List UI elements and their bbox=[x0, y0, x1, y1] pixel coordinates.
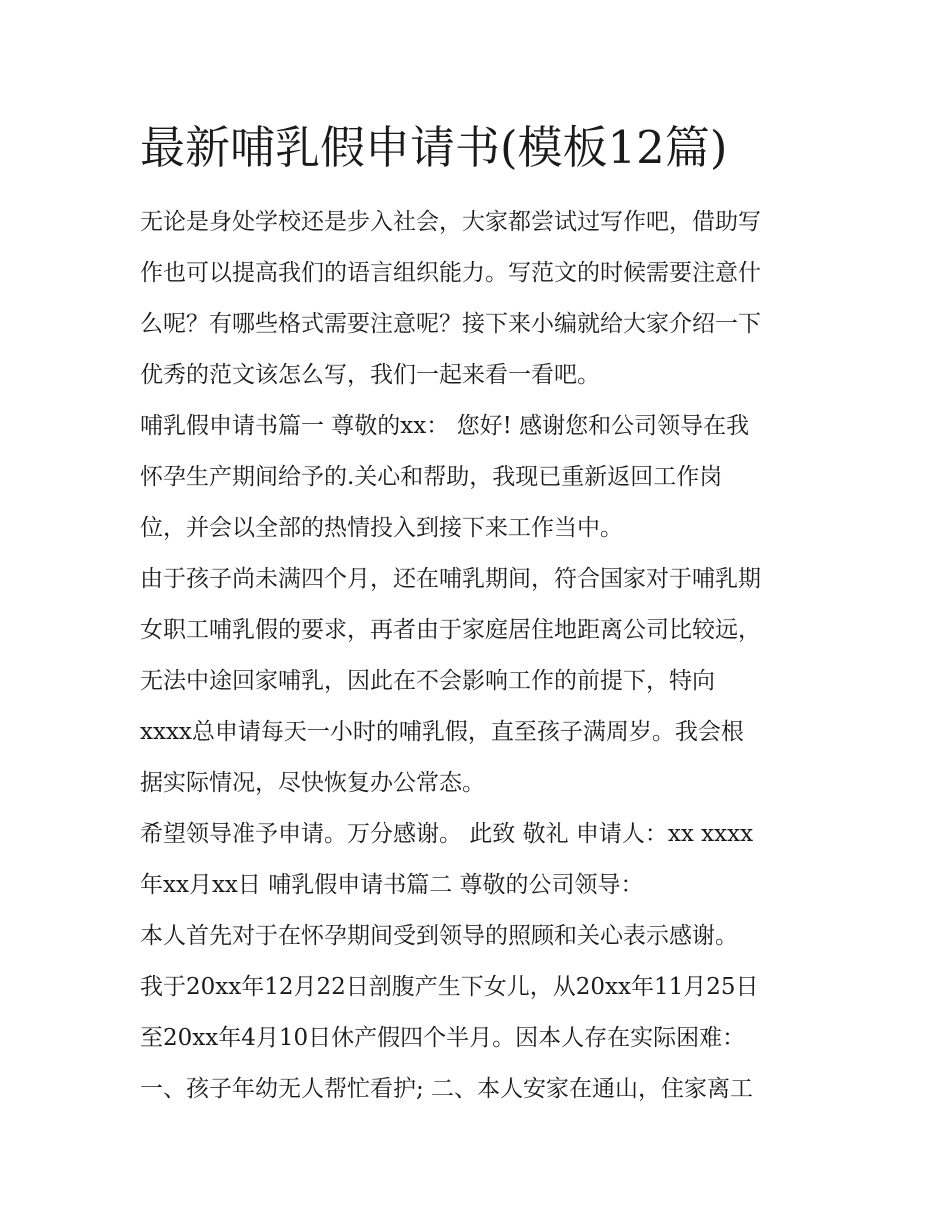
document-title: 最新哺乳假申请书(模板12篇) bbox=[140, 121, 728, 174]
paragraph-line: 么呢？有哪些格式需要注意呢？接下来小编就给大家介绍一下 bbox=[140, 311, 761, 337]
paragraph-line: 我于20xx年12月22日剖腹产生下女儿，从20xx年11月25日 bbox=[140, 974, 759, 1000]
paragraph-line: 本人首先对于在怀孕期间受到领导的照顾和关心表示感谢。 bbox=[140, 923, 738, 949]
paragraph-line: 无论是身处学校还是步入社会，大家都尝试过写作吧，借助写 bbox=[140, 209, 761, 235]
paragraph-line: 一、孩子年幼无人帮忙看护; 二、本人安家在通山，住家离工 bbox=[140, 1076, 754, 1102]
paragraph-line: 位，并会以全部的热情投入到接下来工作当中。 bbox=[140, 515, 623, 541]
paragraph-line: 无法中途回家哺乳，因此在不会影响工作的前提下，特向 bbox=[140, 668, 715, 694]
paragraph-line: xxxx总申请每天一小时的哺乳假，直至孩子满周岁。我会根 bbox=[140, 719, 744, 745]
paragraph-line: 据实际情况，尽快恢复办公常态。 bbox=[140, 770, 485, 796]
paragraph-line: 女职工哺乳假的要求，再者由于家庭居住地距离公司比较远， bbox=[140, 617, 761, 643]
paragraph-line: 年xx月xx日 哺乳假申请书篇二 尊敬的公司领导： bbox=[140, 872, 644, 898]
paragraph-line: 至20xx年4月10日休产假四个半月。因本人存在实际困难： bbox=[140, 1025, 746, 1051]
paragraph-line: 由于孩子尚未满四个月，还在哺乳期间，符合国家对于哺乳期 bbox=[140, 566, 761, 592]
paragraph-line: 哺乳假申请书篇一 尊敬的xx： 您好! 感谢您和公司领导在我 bbox=[140, 413, 750, 439]
paragraph-line: 作也可以提高我们的语言组织能力。写范文的时候需要注意什 bbox=[140, 260, 761, 286]
paragraph-line: 希望领导准予申请。万分感谢。 此致 敬礼 申请人：xx xxxx bbox=[140, 821, 754, 847]
paragraph-line: 优秀的范文该怎么写，我们一起来看一看吧。 bbox=[140, 362, 600, 388]
paragraph-line: 怀孕生产期间给予的.关心和帮助，我现已重新返回工作岗 bbox=[140, 464, 723, 490]
